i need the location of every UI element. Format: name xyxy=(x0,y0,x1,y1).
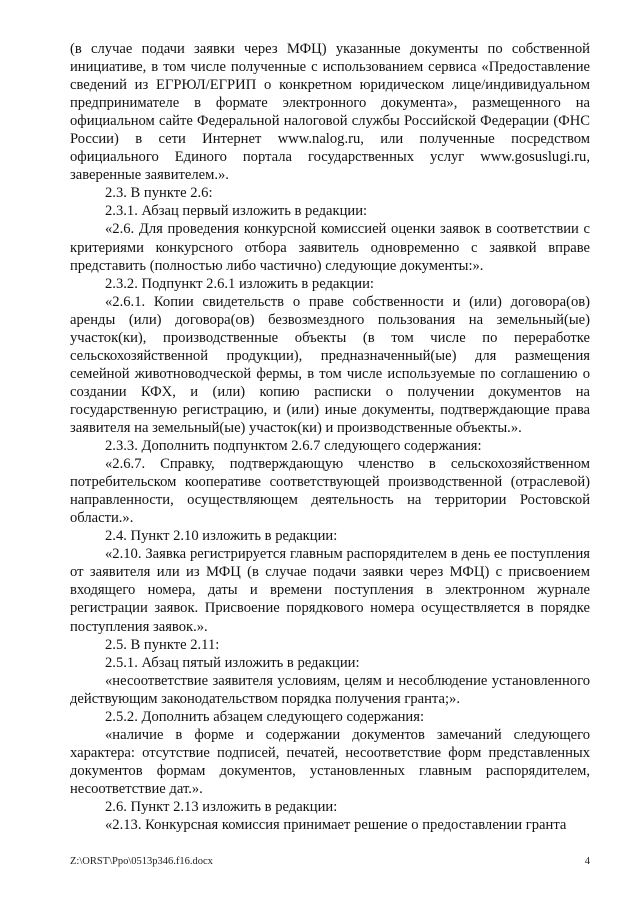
paragraph: «2.6.1. Копии свидетельств о праве собственности и (или) договора(ов) аренды (или) договора(ов) безвозмездного пользования на земельный(ые) участок(ки), производственные объекты (в том числе по переработке сельскохозяйственной продукции), предназначенный(ые) для размещения семейной животноводческой фермы, в том числе используемые по соглашению о создании КФХ, и (или) копию расписки о получении документов на государственную регистрацию, и (или) иные документы, подтверждающие права заявителя на земельный(ые) участок(ки) и производственные объекты.». xyxy=(70,293,590,436)
footer-file-path: Z:\ORST\Ppo\0513p346.f16.docx xyxy=(70,856,213,867)
paragraph: 2.5. В пункте 2.11: xyxy=(105,636,220,653)
paragraph: 2.6. Пункт 2.13 изложить в редакции: xyxy=(105,798,338,815)
page-number: 4 xyxy=(584,856,590,867)
page-footer xyxy=(70,856,590,870)
paragraph: «2.10. Заявка регистрируется главным распорядителем в день ее поступления от заявителя или из МФЦ (в случае подачи заявки через МФЦ) с присвоением входящего номера, даты и времени поступления в электронном журнале регистрации заявок. Присвоение порядкового номера осуществляется в порядке поступления заявок.». xyxy=(70,546,590,635)
paragraph: 2.3.3. Дополнить подпунктом 2.6.7 следующего содержания: xyxy=(105,438,482,455)
paragraph: 2.5.1. Абзац пятый изложить в редакции: xyxy=(105,654,360,671)
paragraph: 2.3. В пункте 2.6: xyxy=(105,185,213,202)
paragraph: 2.5.2. Дополнить абзацем следующего содержания: xyxy=(105,708,425,725)
paragraph: «2.6.7. Справку, подтверждающую членство в сельскохозяйственном потребительском кооперативе соответствующей производственной (отраслевой) направленности, осуществляющем деятельность на территории Ростовской области.». xyxy=(70,456,590,527)
paragraph: (в случае подачи заявки через МФЦ) указанные документы по собственной инициативе, в том числе полученные с использованием сервиса «Предоставление сведений из ЕГРЮЛ/ЕГРИП о конкретном юридическом лице/индивидуальном предпринимателе в формате электронного документа», размещенного на официальном сайте Федеральной налоговой службы Российской Федерации (ФНС России) в сети Интернет www.nalog.ru, или полученные посредством официального Единого портала государственных услуг www.gosuslugi.ru, заверенные заявителем.». xyxy=(70,41,590,184)
paragraph: «2.13. Конкурсная комиссия принимает решение о предоставлении гранта xyxy=(105,817,567,834)
document-body xyxy=(70,40,590,834)
paragraph: 2.4. Пункт 2.10 изложить в редакции: xyxy=(105,528,338,545)
paragraph: «наличие в форме и содержании документов замечаний следующего характера: отсутствие подписей, печатей, несоответствие форм представленных документов формам документов, установленных главным распорядителем, несоответствие дат.». xyxy=(70,726,590,797)
paragraph: 2.3.1. Абзац первый изложить в редакции: xyxy=(105,203,368,220)
paragraph: 2.3.2. Подпункт 2.6.1 изложить в редакции: xyxy=(105,275,374,292)
paragraph: «несоответствие заявителя условиям, целям и несоблюдение установленного действующим законодательством порядка получения гранта;». xyxy=(70,672,590,707)
paragraph: «2.6. Для проведения конкурсной комиссией оценки заявок в соответствии с критериями конкурсного отбора заявитель одновременно с заявкой вправе представить (полностью либо частично) следующие документы:». xyxy=(70,221,590,274)
